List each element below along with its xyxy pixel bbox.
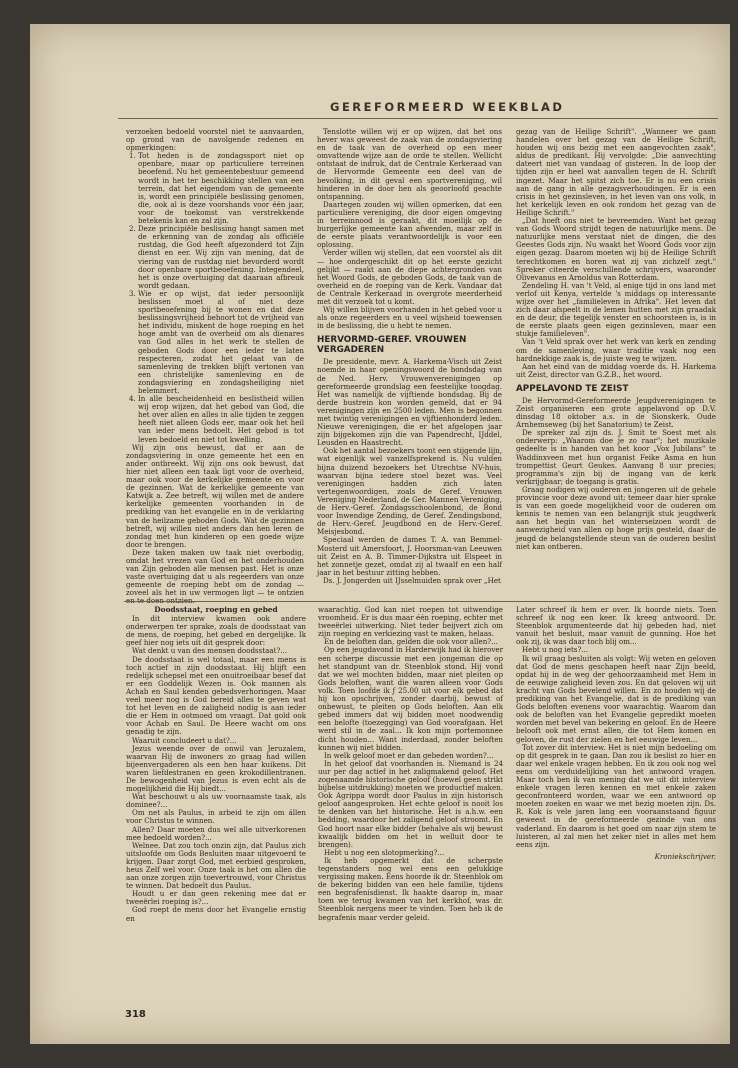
paragraph: verzoeken bedoeld voorstel niet te aanvaarden, op grond van de navolgende redenen en opmerkingen:	[126, 127, 304, 153]
paragraph: Speciaal werden de dames T. A. van Bemmel-Mosterd uit Amersfoort, J. Hoorsman-van Leeuwen uit Zeist en A. B. Timmer-Dijkstra uit Elspeet in het zonnetje gezet, omdat zij al twaalf en een half jaar in het bestuur zitting hebben.	[317, 535, 502, 577]
paragraph: In welk geloof moet er dan gebeden worden?...	[324, 750, 494, 760]
paragraph: Hebt u nog een slotopmerking?...	[324, 847, 445, 857]
paragraph: Verder willen wij stellen, dat een voorstel als dit — hoe ondergeschikt dit op het eerste gezicht gelijkt — raakt aan de diepe achtergronden van het Woord Gods, de geboden Gods, de taak van de overheid en de roeping van de Kerk. Vandaar dat de Centrale Kerkeraad in overgrote meerderheid met dit verzoek tot u komt.	[317, 248, 502, 306]
paragraph: In het geloof dat voorhanden is. Niemand is 24 uur per dag actief in het zaligmakend geloof. Het zogenaamde historische geloof (hoewel geen strikt bijbelse uitdrukking) moeten we productief maken. Ook Agrippa wordt door Paulus in zijn historisch geloof aangesproken. Het echte geloof is nooit los te denken van het historische. Het is a.h.w. een bedding, waardoor het zaligend geloof stroomt. En God hoort naar elke bidder (behalve als wij bewust kwaalijk bidden om het in welluit door te brengen).	[318, 758, 503, 849]
paragraph: Wat beschouwt u als uw voornaamste taak, als dominee?...	[126, 792, 306, 810]
list-item: 2. Deze principiële beslissing hangt samen met de erkenning van de zondag als officiële rustdag, die God heeft afgezonderd tot Zijn dienst en eer. Wij zijn van mening, dat de viering van de rustdag niet bevorderd wordt door openbare sportbeoefening. Integendeel, het is onze overtuiging dat daaraan afbreuk wordt gedaan.	[138, 225, 304, 290]
section-heading: HERVORMD-GEREF. VROUWEN VERGADEREN	[317, 335, 467, 356]
paragraph: Later schreef ik hem er over. Ik hoorde niets. Toen schreef ik nog een keer. Ik kreeg antwoord. Dr. Steenblok argumenteerde dat hij gebeden had, niet vanuit het besluit, maar vanuit de gunning. Hoe het ook zij, ik was daar toch blij om...	[516, 605, 716, 647]
paragraph: waarachtig. God kan niet roepen tot uitwendige vroomheid. Er is dus maar één roeping, echter met tweeërlei uitwerking. Niet teder beijvert zich om zijn roeping en verkiezing vast te maken, helaas.	[318, 605, 503, 639]
top-column-3	[516, 128, 716, 596]
paragraph: Houdt u er dan geen rekening mee dat er tweeërlei roeping is?...	[126, 889, 306, 907]
paragraph: Ds. J. Jongerden uit IJsselmuiden sprak over „Het	[323, 575, 501, 585]
article-title: Doodsstaat, roeping en gebed	[154, 605, 278, 614]
paragraph: De doodsstaat is wel totaal, maar een mens is toch actief in zijn doodsstaat. Hij blijft een redelijk schepsel met een onuitroeibaar besef dat er een Goddelijk Wezen is. Ook mannen als Achab en Saul kenden gebedsverhoringen. Maar veel meer nog is God bereid alles te geven wat tot het leven en de zaligheid nodig is aan ieder die er Hem in ootmoed om vraagt. Dat gold ook voor Achab en Saul. De Heere wacht om ons genadig te zijn.	[126, 654, 306, 737]
paragraph: Waaruit concludeert u dat?...	[132, 735, 237, 745]
paragraph: Ook het aantal bezoekers toont een stijgende lijn, wat eigenlijk wel vanzelfsprekend is. Nu vulden bijna duizend bezoekers het Utrechtse NV-huis, waarvan bijna iedere stoel bezet was. Veel verenigingen hadden zich laten vertegenwoordigen, zoals de Geref. Vrouwen Vereniging Nederland, de Ger. Mannen Vereniging, de Herv.-Geref. Zondagsschoolenbond, de Bond voor Inwendige Zending, de Geref. Zendingsbond, de Herv.-Geref. Jeugdbond en de Herv.-Geref. Meisjesbond.	[317, 446, 502, 537]
signature: Kroniekschrijver.	[654, 851, 716, 861]
magazine-page	[30, 24, 730, 1044]
header-rule	[118, 118, 718, 119]
paragraph: Graag nodigen wij ouderen en jongeren uit de gehele provincie voor deze avond uit; temeer daar hier sprake is van een goede mogelijkheid voor de ouderen om kennis te nemen van een belangrijk stuk jeugdwerk aan het begin van het winterseizoen wordt de aanwezigheid van allen op hoge prijs gesteld, daar de jeugd de belangstellende steun van de ouderen beslist niet kan ontberen.	[516, 484, 716, 551]
section-divider	[124, 601, 718, 602]
paragraph: Welnee. Dat zou toch onzin zijn, dat Paulus zich uitsloofde om Gods Besluiten maar uitgevoerd te krijgen. Daar zorgt God, met eerbied gesproken, heus Zelf wel voor. Onze taak is het om allen die aan onze zorgen zijn toevertrouwd, voor Christus te winnen. Dat bedoelt dus Paulus.	[126, 840, 306, 891]
paragraph: Allen? Daar moeten dus wel alle uitverkorenen mee bedoeld worden?...	[126, 824, 306, 842]
paragraph: Tenslotte willen wij er op wijzen, dat het ons hever was geweest de zaak van de zondagsviering en de taak van de overheid op een meer omvattende wijze aan de orde te stellen. Wellicht ontstaat de indruk, dat de Centrale Kerkeraad van de Hervormde Gemeente een deel van de bevolking, in dit geval een sportvereniging, wil hinderen in de door hen als geoorloofd geachte ontspanning.	[317, 127, 502, 201]
numbered-list	[126, 152, 304, 443]
paragraph: Op een jeugdavond in Harderwijk had ik hierover een scherpe discussie met een jongeman die op het standpunt van dr. Steenblok stond. Hij vond dat we wel mochten bidden, maar niet pleiten op Gods beloften, want die waren alleen voor Gods volk. Toen loofde ik ƒ 25.00 uit voor elk gebed dat hij kon opschrijven, zonder daarbij, bewust of onbewust, te pleiten op Gods beloften. Aan elk gebed immers dat wij bidden moet noodwendig een belofte (toezegging) van God voorafgaan. Het werd stil in de zaal... Ik kon mijn portemonnee dicht houden... Want inderdaad, zonder beloften kunnen wij niet bidden.	[318, 645, 503, 752]
paragraph: Zendeling H. van 't Veld, al enige tijd in ons land met verlof uit Kenya, vertelde 's middags op interessante wijze over het „familieleven in Afrika". Het leven dat zich daar afspeelt in de lemen hutten met zijn graadak en de deur, die tegelijk venster en schoorsteen is, is in de eerste plaats geen eigen gezinsleven, maar een stukje familieleven".	[516, 280, 716, 339]
paragraph: Jezus weende over de onwil van Jeruzalem, waarvan Hij de inwoners zo graag had willen bijeenvergaderen als een hen haar kuikens. Dit waren liefdestranen en geen krokodillentranen. De bewogenheid van Jezus is even echt als de mogelijkheid die Hij biedt...	[126, 743, 306, 794]
page-header: GEREFORMEERD WEEKBLAD	[330, 100, 565, 114]
paragraph: Hebt u nog iets?...	[522, 645, 589, 655]
paragraph: De spreker zal zijn ds. J. Smit te Soest met als onderwerp: „Waarom doe je zo raar"; het muzikale gedeelte is in handen van het koor „Vox Jubilans" te Waddinxveen met hun organist Feike Asma en hun trompettist Geurt Geukes. Aanvang 8 uur precies; programma's zijn bij de ingang van de kerk verkrijgbaar; de toegang is gratis.	[516, 428, 716, 486]
page-number: 318	[125, 1009, 146, 1020]
bottom-column-1	[126, 606, 306, 1002]
section-heading: APPELAVOND TE ZEIST	[516, 383, 629, 394]
paragraph: In dit interview kwamen ook andere onderwerpen ter sprake, zoals de doodsstaat van de mens, de roeping, het gebed en dergelijke. Ik geef hier nog iets uit dit gesprek door:	[126, 614, 306, 648]
list-item: 3. Wie er op wijst, dat ieder persoonlijk beslissen moet al of niet deze sportbeoefening bij te wonen en dat deze beslissingsvrijheid behoort tot de vrijheid van het individu, miskent de hoge roeping en het hoge ambt van de overheid om als dienares van God alles in het werk te stellen de geboden Gods door een ieder te laten respecteren, zodat het gelaat van de samenleving de trekken blijft vertonen van een christelijke samenleving en de zondagsviering en zondagsheiliging niet belemmert.	[138, 290, 304, 395]
paragraph: God roept de mens door het Evangelie ernstig en	[126, 905, 306, 923]
bottom-column-2	[318, 606, 503, 1002]
list-item: 1. Tot heden is de zondagssport niet op openbare, maar op particuliere terreinen beoefend. Nu het gemeentebestuur gemeend wordt in het ter beschikking stellen van een terrein, dat het eigendom van de gemeente is, wordt een principiële beslissing genomen, die, ook al is deze voorshands voor één jaar, voor de toekomst van verstrekkende betekenis kan en zal zijn.	[138, 152, 304, 225]
paragraph: Ik heb opgemerkt dat de scherpste tegenstanders nog wel eens een gelukkige vergissing maken. Eens hoorde ik dr. Steenblok om de bekering bidden van een hele familie, tijdens een begrafenisdienst. Ik haakte daarop in, maar toen we terug kwamen van het kerkhof, was dr. Steenblok nergens meer te vinden. Toen heb ik de begrafenis maar verder geleid.	[318, 855, 503, 922]
paragraph: Tot zover dit interview. Het is niet mijn bedoeling om op dit gesprek in te gaan. Dan zou ik beslist zo hier en daar wel enkele vragen hebben. En ik zou ook nog wel eens om verduidelijking van het antwoord vragen. Maar toch ben ik van mening dat we uit dit interview enkele vragen leren kennen en met enkele zaken geconfronteerd worden, waar we een antwoord op moeten zoeken en waar we met bezig moeten zijn. Ds. R. Kok is vele jaren lang een vooraanstaand figuur geweest in de gereformeerde gezinde van ons vaderland. En daarom is het goed om naar zijn stem te luisteren, al zal men het zeker niet in alles met hem eens zijn.	[516, 742, 716, 849]
paragraph: De presidente, mevr. A. Harkema-Visch uit Zeist noemde in haar openingswoord de bondsdag van de Ned. Herv. Vrouwenverenigingen op gereformeerde grondslag een feestelijke toogdag. Het was namelijk de vijftiende bondsdag. Bij de derde bustrein kon worden gemeld, dat er 94 verenigingen zijn en 2500 leden. Men is begonnen met twintig verenigingen en vijftienhonderd leden. Nieuwe verenigingen, die er het afgelopen jaar zijn bijgekomen zijn die van Papendrecht, IJddel, Leusden en Haastrecht.	[317, 357, 502, 448]
paragraph: Van 't Veld sprak over het werk van kerk en zending om de samenleving, waar traditie vaak nog een hardnekkige zaak is, de juiste weg te wijzen.	[516, 337, 716, 363]
top-column-1	[126, 127, 304, 606]
list-item: 4. In alle bescheidenheid en beslistheid willen wij erop wijzen, dat het gebod van God, die het over allen en alles in alle tijden te zeggen heeft niet alleen Gods eer, maar ook het heil van ieder mens bedoelt. Het gebod is tot leven bedoeld en niet tot kwelling.	[138, 395, 304, 444]
paragraph: Ik wil graag besluiten als volgt: Wij weten en geloven dat God de mens geschapen heeft naar Zijn beeld, opdat hij in de weg der gehoorzaamheid met Hem in de eeuwige zaligheid leven zou. En dat geloven wij uit kracht van Gods bevelend willen. En zo houden wij de prediking van het Evangelie, dat is de prediking van Gods beloften evenens voor waarachtig. Waarom dan ook de beloften van het Evangelie gepredikt moeten worden met bevel van bekering en geloof. En de Heere belooft ook met ernst allen, die tot Hem komen en geloven, de rust der zielen en het eeuwige leven...	[516, 653, 716, 744]
paragraph: Om net als Paulus, in arbeid te zijn om állen voor Christus te winnen.	[126, 808, 306, 826]
bottom-column-3	[516, 606, 716, 1002]
paragraph: „Dat hoeft ons niet te bevreemden. Want het gezag van Gods Woord strijdt tegen de natuurlijke mens. De natuurlijke mens verstaat niet de dingen, die des Geestes Gods zijn. Nu waakt het Woord Gods voor zijn eigen gezag. Daarom moeten wij bij de Heilige Schrift terechtkomen en horen wat zij van zichzelf zegt." Spreker citeerde verschillende schrijvers, waaronder Olivevanus en Arnoldus van Rotterdam.	[516, 216, 716, 282]
paragraph: De Hervormd-Gereformeerde Jeugdverenigingen te Zeist organiseren een grote appelavond op D.V. dinsdag 18 oktober a.s. in de Sionskerk. Oude Arnhemseweg (bij het Sanatorium) te Zeist.	[516, 395, 716, 430]
paragraph: Deze taken maken uw taak niet overbodig, omdat het vrezen van God en het onderhouden van Zijn geboden alle mensen past. Het is onze vaste overtuiging dat u als regeerders van onze gemeente de roeping hebt om de zondag — zoveel als het in uw vermogen ligt — te ontzien en te doen ontzien.	[126, 547, 304, 606]
paragraph: gezag van de Heilige Schrift". „Wanneer we gaan handelen over het gezag van de Heilige Schrift, houden wij ons bezig met een aangevochten zaak", aldus de predikant. Hij vervolgde: „Die aanvechting dateert niet van vandaag of gisteren. In de loop der tijden zijn er heel wat aanvallen tegen de H. Schrift ingezet. Maar het spitst zich toe. Er is nu een crisis aan de gang in alle gezagsverhoudingen. Er is een crisis in het gezinsleven, in het leven van ons volk, in het kerkelijk leven en ook rondom het gezag van de Heilige Schrift."	[516, 127, 716, 217]
paragraph: Wat denkt u van des mensen doodsstaat?...	[132, 646, 288, 656]
paragraph: Wij zijn ons bewust, dat er aan de zondagsviering in onze gemeente het een en ander ontbreekt. Wij zijn ons ook bewust, dat hier niet alleen een taak ligt voor de overheid, maar ook voor de kerkelijke gemeente en voor de gezinnen. Wat de kerkelijke gemeente van Katwijk a. Zee betreft, wij willen met de andere kerkelijke gemeenten voorhanden in de prediking van het evangelie en in de verklaring van de heilzame geboden Gods. Wat de gezinnen betreft, wij willen niet anders dan hen leren de zondag met hun kinderen op een goede wijze door te brengen.	[126, 442, 304, 549]
paragraph: Wij willen blijven voorhanden in het gebed voor u als onze regeerders en u veel wijsheid toewensen in de beslissing, die u hebt te nemen.	[317, 305, 502, 331]
paragraph: Aan het eind van de middag voerde ds. H. Harkema uit Zeist, director van G.Z.B., het woord.	[516, 361, 716, 379]
paragraph: En de beloften dan, gelden die ook voor allen?...	[324, 637, 498, 647]
top-column-2	[317, 128, 502, 596]
paragraph: Daartegen zouden wij willen opmerken, dat een particuliere vereniging, die door eigen omgeving in terreinnood is geraakt, dit moeilijk op de burgerlijke gemeente kan afwenden, maar zelf in de eerste plaats verantwoordelijk is voor een oplossing.	[317, 199, 502, 250]
